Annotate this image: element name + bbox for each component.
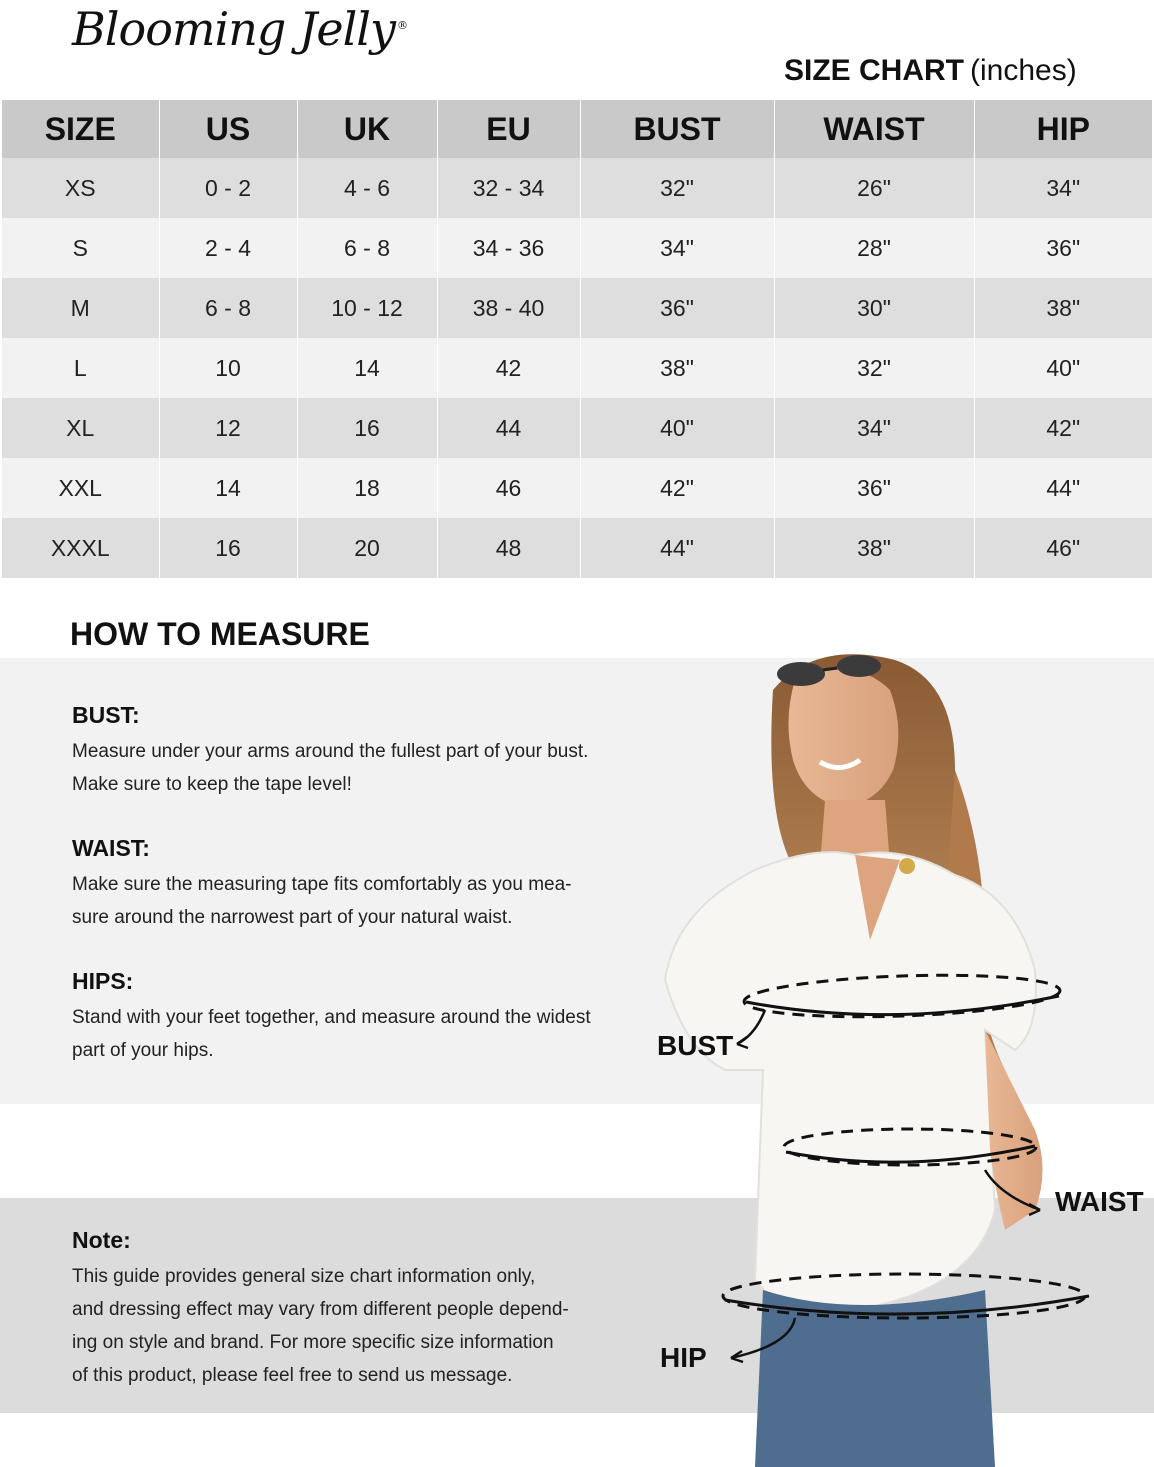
table-cell: 46"	[974, 518, 1152, 578]
table-cell: 48	[437, 518, 580, 578]
table-cell: 6 - 8	[159, 278, 297, 338]
waist-text-line: Make sure the measuring tape fits comfortably as you mea-	[72, 874, 572, 895]
table-cell: 38"	[974, 278, 1152, 338]
table-cell: 16	[297, 398, 437, 458]
bust-instructions	[72, 702, 652, 801]
table-cell: XL	[2, 398, 159, 458]
table-cell: 36"	[580, 278, 774, 338]
size-table	[2, 100, 1152, 578]
table-cell: 40"	[580, 398, 774, 458]
size-chart-title	[784, 54, 1077, 88]
table-cell: 36"	[974, 218, 1152, 278]
hips-text-line: part of your hips.	[72, 1040, 214, 1061]
table-cell: 46	[437, 458, 580, 518]
table-cell: 32"	[580, 158, 774, 218]
table-cell: 42"	[974, 398, 1152, 458]
table-cell: 38"	[580, 338, 774, 398]
table-cell: L	[2, 338, 159, 398]
hips-instructions	[72, 968, 652, 1067]
table-cell: 2 - 4	[159, 218, 297, 278]
table-cell: 28"	[774, 218, 974, 278]
note-text-line: ing on style and brand. For more specific size information	[72, 1332, 554, 1353]
table-row	[2, 278, 1152, 338]
hips-label: HIPS:	[72, 968, 134, 994]
waist-text-line: sure around the narrowest part of your natural waist.	[72, 907, 513, 928]
table-cell: 4 - 6	[297, 158, 437, 218]
header-bust: BUST	[580, 100, 774, 158]
table-cell: 44	[437, 398, 580, 458]
table-cell: 42	[437, 338, 580, 398]
table-row	[2, 338, 1152, 398]
table-cell: 38"	[774, 518, 974, 578]
header-uk: UK	[297, 100, 437, 158]
header-eu: EU	[437, 100, 580, 158]
bust-callout: BUST	[657, 1030, 734, 1061]
table-cell: 44"	[580, 518, 774, 578]
table-cell: XS	[2, 158, 159, 218]
note-text-line: and dressing effect may vary from different people depend-	[72, 1299, 569, 1320]
table-cell: 6 - 8	[297, 218, 437, 278]
note-label: Note:	[72, 1227, 131, 1253]
header-hip: HIP	[974, 100, 1152, 158]
header-us: US	[159, 100, 297, 158]
table-cell: 42"	[580, 458, 774, 518]
header-size: SIZE	[2, 100, 159, 158]
table-cell: XXL	[2, 458, 159, 518]
bust-label: BUST:	[72, 702, 140, 728]
table-cell: M	[2, 278, 159, 338]
table-row	[2, 218, 1152, 278]
chart-unit: (inches)	[970, 54, 1077, 87]
table-row	[2, 458, 1152, 518]
table-cell: 34"	[774, 398, 974, 458]
table-cell: 12	[159, 398, 297, 458]
header-waist: WAIST	[774, 100, 974, 158]
table-cell: 34"	[580, 218, 774, 278]
brand-logo	[72, 2, 407, 56]
chart-title-text: SIZE CHART	[784, 54, 964, 87]
table-cell: 36"	[774, 458, 974, 518]
table-cell: XXXL	[2, 518, 159, 578]
table-cell: S	[2, 218, 159, 278]
table-row	[2, 158, 1152, 218]
hip-callout: HIP	[660, 1342, 707, 1373]
waist-callout: WAIST	[1055, 1186, 1144, 1217]
table-row	[2, 398, 1152, 458]
note-block	[72, 1227, 652, 1392]
table-cell: 26"	[774, 158, 974, 218]
table-cell: 16	[159, 518, 297, 578]
table-cell: 32 - 34	[437, 158, 580, 218]
waist-label: WAIST:	[72, 835, 150, 861]
bust-text-line: Measure under your arms around the fullest part of your bust.	[72, 741, 589, 762]
table-cell: 34 - 36	[437, 218, 580, 278]
table-cell: 10	[159, 338, 297, 398]
hips-text-line: Stand with your feet together, and measure around the widest	[72, 1007, 591, 1028]
note-text-line: of this product, please feel free to send us message.	[72, 1365, 513, 1386]
how-to-measure-heading: HOW TO MEASURE	[70, 616, 370, 652]
table-cell: 14	[159, 458, 297, 518]
table-cell: 30"	[774, 278, 974, 338]
table-cell: 34"	[974, 158, 1152, 218]
table-cell: 40"	[974, 338, 1152, 398]
registered-mark: ®	[397, 18, 408, 32]
table-row	[2, 518, 1152, 578]
table-cell: 0 - 2	[159, 158, 297, 218]
waist-instructions	[72, 835, 652, 934]
table-cell: 38 - 40	[437, 278, 580, 338]
table-header-row	[2, 100, 1152, 158]
table-cell: 10 - 12	[297, 278, 437, 338]
bust-text-line: Make sure to keep the tape level!	[72, 774, 352, 795]
brand-name: Blooming Jelly	[72, 2, 396, 56]
table-cell: 32"	[774, 338, 974, 398]
table-cell: 14	[297, 338, 437, 398]
table-cell: 18	[297, 458, 437, 518]
note-text-line: This guide provides general size chart information only,	[72, 1266, 536, 1287]
table-cell: 44"	[974, 458, 1152, 518]
table-cell: 20	[297, 518, 437, 578]
